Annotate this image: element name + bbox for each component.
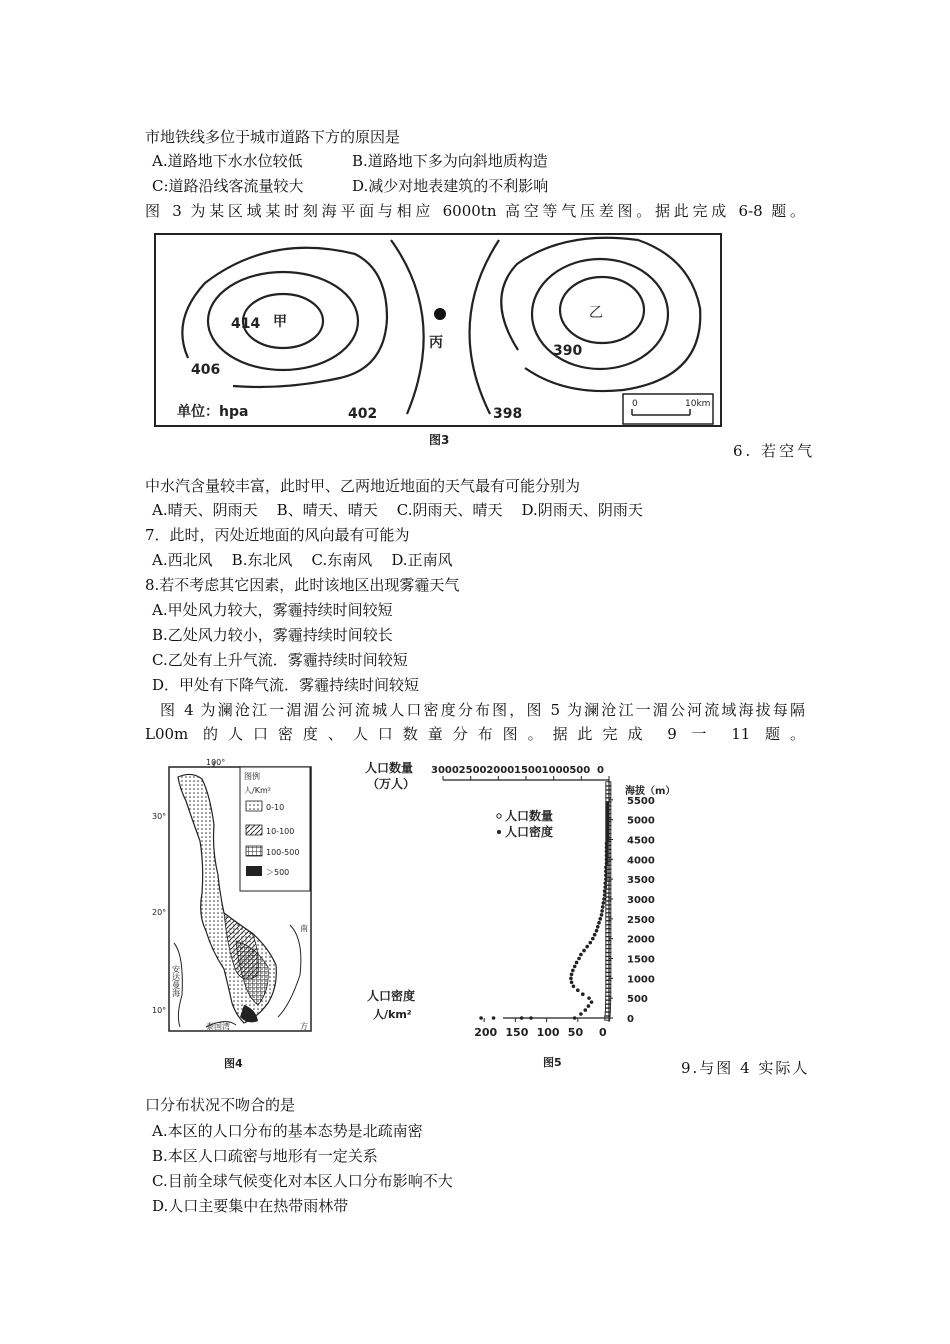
q9-option-b: B.本区人口疏密与地形有一定关系 — [152, 1147, 378, 1165]
altitude-tick-label: 3000 — [627, 895, 655, 906]
label-bing: 丙 — [429, 335, 443, 351]
bottom-tick-label: 150 — [505, 1026, 529, 1039]
population-density-point — [605, 842, 609, 846]
legend-count-marker — [497, 814, 501, 818]
top-tick-label: 1000 — [541, 765, 570, 776]
q8-option-d: D．甲处有下降气流．雾霾持续时间较短 — [152, 676, 420, 694]
population-density-point — [604, 869, 608, 873]
population-density-point — [603, 893, 607, 897]
legend-density-marker — [497, 830, 501, 834]
population-density-point — [605, 834, 609, 838]
population-density-point — [571, 969, 575, 973]
altitude-tick-label: 4500 — [627, 835, 655, 847]
figure-5-chart — [355, 756, 685, 1074]
figure-4-caption: 图4 — [224, 1057, 243, 1070]
label-402: 402 — [348, 406, 378, 422]
place-right-2: 方 — [300, 1022, 308, 1031]
unit-label: 单位：hpa — [177, 404, 249, 420]
intro-9-11-line1: 图 4 为澜沧江一湄湄公河流城人口密度分布图，图 5 为澜沧江一湄公河流域海拔每隔 — [160, 701, 805, 719]
top-tick-label: 3000 — [431, 765, 459, 776]
population-density-point — [579, 953, 583, 957]
altitude-tick-label: 5000 — [627, 815, 655, 827]
population-density-point — [492, 1016, 496, 1020]
count-axis-label-1: 人口数量 — [365, 761, 414, 775]
q5-option-b: B.道路地下多为向斜地质构造 — [352, 152, 548, 170]
legend-title: 图例 — [244, 772, 260, 781]
label-414: 414 — [231, 316, 261, 332]
population-density-point — [603, 881, 607, 885]
legend-item-3: ＞500 — [266, 868, 290, 877]
population-density-point — [604, 873, 608, 877]
population-density-point — [603, 885, 607, 889]
population-density-point — [605, 850, 609, 854]
altitude-tick-label: 5500 — [627, 795, 655, 807]
population-density-point — [581, 992, 585, 996]
population-density-point — [600, 913, 604, 917]
q8-stem: 8.若不考虑其它因素，此时该地区出现雾霾天气 — [145, 576, 460, 594]
population-density-point — [582, 949, 586, 953]
label-jia: 甲 — [273, 314, 287, 330]
population-density-point — [577, 957, 581, 961]
population-density-point — [587, 1004, 591, 1008]
scale-length: 10km — [685, 399, 711, 409]
figure-5-caption: 图5 — [543, 1056, 562, 1069]
population-density-point — [603, 889, 607, 893]
bottom-tick-label: 100 — [536, 1026, 560, 1039]
place-right-1: 南 — [300, 924, 308, 933]
population-density-point — [604, 865, 608, 869]
legend-density-label: 人口密度 — [505, 825, 554, 839]
population-density-point — [572, 984, 576, 988]
altitude-tick-label: 3500 — [627, 875, 655, 887]
population-density-point — [602, 901, 606, 905]
label-390: 390 — [553, 343, 583, 359]
population-density-point — [605, 862, 609, 866]
population-density-point — [600, 909, 604, 913]
q5-stem: 市地铁线多位于城市道路下方的原因是 — [145, 128, 401, 146]
altitude-tick-label: 2000 — [627, 934, 655, 946]
population-density-point — [583, 1008, 587, 1012]
scale-zero: 0 — [632, 399, 638, 409]
population-density-point — [570, 973, 574, 977]
isobar-402 — [391, 240, 424, 414]
label-yi: 乙 — [589, 305, 603, 321]
altitude-tick-label: 1000 — [627, 974, 655, 986]
q5-option-d: D.减少对地表建筑的不利影响 — [352, 177, 549, 195]
population-density-point — [605, 854, 609, 858]
legend-item-0: 0-10 — [266, 803, 285, 812]
lat-10: 10° — [152, 1006, 167, 1015]
q9-stem-start: 9.与图 4 实际人 — [681, 1059, 810, 1077]
lat-30: 30° — [152, 812, 167, 821]
population-density-point — [605, 830, 609, 834]
altitude-tick-label: 500 — [627, 994, 648, 1006]
q5-option-c: C:道路沿线客流量较大 — [152, 177, 304, 195]
q6-options: A.晴天、阴雨天 B、晴天、晴天 C.阴雨天、晴天 D.阴雨天、阴雨天 — [152, 501, 643, 519]
population-density-point — [587, 996, 591, 1000]
population-density-point — [591, 937, 595, 941]
altitude-tick-label: 1500 — [627, 954, 655, 966]
top-tick-label: 0 — [597, 765, 604, 776]
population-density-point — [579, 1012, 583, 1016]
population-density-point — [598, 917, 602, 921]
population-density-point — [605, 858, 609, 862]
population-density-point — [575, 961, 579, 965]
q9-stem: 口分布状况不吻合的是 — [145, 1096, 296, 1114]
population-density-point — [593, 933, 597, 937]
coastline-east — [278, 925, 301, 1017]
label-406: 406 — [191, 362, 221, 378]
intro-6-8: 图 3 为某区域某时刻海平面与相应 6000tn 高空等气压差图。据此完成 6-8 题。 — [145, 202, 805, 220]
density-axis-label-1: 人口密度 — [367, 989, 416, 1003]
bottom-tick-label: 0 — [599, 1026, 607, 1039]
q7-stem: 7．此时，丙处近地面的风向最有可能为 — [145, 526, 410, 544]
population-density-point — [576, 988, 580, 992]
population-density-point — [595, 929, 599, 933]
population-density-point — [605, 818, 609, 822]
population-density-point — [602, 897, 606, 901]
place-andaman-sea: 安达曼海 — [171, 965, 181, 997]
population-density-point — [605, 838, 609, 842]
population-density-point — [588, 941, 592, 945]
population-density-point — [601, 905, 605, 909]
population-density-point — [605, 810, 609, 814]
population-density-point — [520, 1016, 524, 1020]
population-density-point — [597, 921, 601, 925]
q6-stem: 中水汽含量较丰富，此时甲、乙两地近地面的天气最有可能分别为 — [145, 477, 581, 495]
lon-100: 100° — [206, 758, 226, 767]
intro-9-11-line2: L00m 的人口密度、人口数童分布图。据此完成 9 一 11 题。 — [145, 725, 805, 743]
population-density-point — [596, 925, 600, 929]
altitude-tick-label: 4000 — [627, 855, 655, 867]
population-density-point — [605, 822, 609, 826]
top-tick-label: 2500 — [458, 765, 487, 776]
top-tick-label: 500 — [569, 765, 591, 776]
figure-3-caption: 图3 — [429, 433, 450, 447]
q8-option-c: C.乙处有上升气流．雾霾持续时间较短 — [152, 651, 408, 669]
population-density-point — [529, 1016, 533, 1020]
q8-option-a: A.甲处风力较大，雾霾持续时间较短 — [152, 601, 393, 619]
q5-option-a: A.道路地下水水位较低 — [152, 152, 303, 170]
population-density-point — [573, 1016, 577, 1020]
population-density-point — [605, 806, 609, 810]
legend-unit: 人/Km² — [244, 786, 271, 795]
bottom-tick-label: 50 — [567, 1026, 584, 1039]
top-tick-label: 2000 — [486, 765, 515, 776]
density-axis-label-2: 人/km² — [373, 1008, 412, 1021]
q7-options: A.西北风 B.东北风 C.东南风 D.正南风 — [152, 551, 453, 569]
population-density-point — [585, 945, 589, 949]
population-density-point — [605, 802, 609, 806]
legend-count-label: 人口数量 — [505, 809, 554, 823]
population-density-point — [605, 814, 609, 818]
top-tick-label: 1500 — [514, 765, 542, 776]
q8-option-b: B.乙处风力较小，雾霾持续时间较长 — [152, 626, 393, 644]
figure-3-isobar-map — [145, 228, 730, 458]
point-bing-marker — [434, 308, 446, 320]
count-axis-label-2: （万人） — [367, 777, 416, 791]
population-density-point — [573, 965, 577, 969]
legend-item-2: 100-500 — [266, 848, 300, 857]
q9-option-a: A.本区的人口分布的基本态势是北疏南密 — [152, 1122, 423, 1140]
figure-4-density-map — [140, 755, 320, 1075]
population-density-point — [605, 846, 609, 850]
population-density-point — [570, 981, 574, 985]
lat-20: 20° — [152, 908, 167, 917]
population-density-point — [604, 877, 608, 881]
altitude-axis-label: 海拔（m） — [625, 786, 676, 797]
place-gulf-thailand: 泰国湾 — [206, 1022, 230, 1031]
population-density-point — [605, 826, 609, 830]
population-density-point — [569, 977, 573, 981]
legend-item-1: 10-100 — [266, 827, 295, 836]
altitude-tick-label: 2500 — [627, 914, 655, 926]
altitude-tick-label: 0 — [627, 1014, 634, 1025]
q9-option-c: C.目前全球气候变化对本区人口分布影响不大 — [152, 1172, 453, 1190]
q9-option-d: D.人口主要集中在热带雨林带 — [152, 1197, 349, 1215]
q6-stem-start: 6. 若空气 — [733, 442, 816, 460]
bottom-tick-label: 200 — [474, 1026, 498, 1039]
population-density-point — [590, 1000, 594, 1004]
isobar-398 — [470, 240, 499, 414]
population-density-point — [479, 1016, 483, 1020]
label-398: 398 — [493, 406, 523, 422]
